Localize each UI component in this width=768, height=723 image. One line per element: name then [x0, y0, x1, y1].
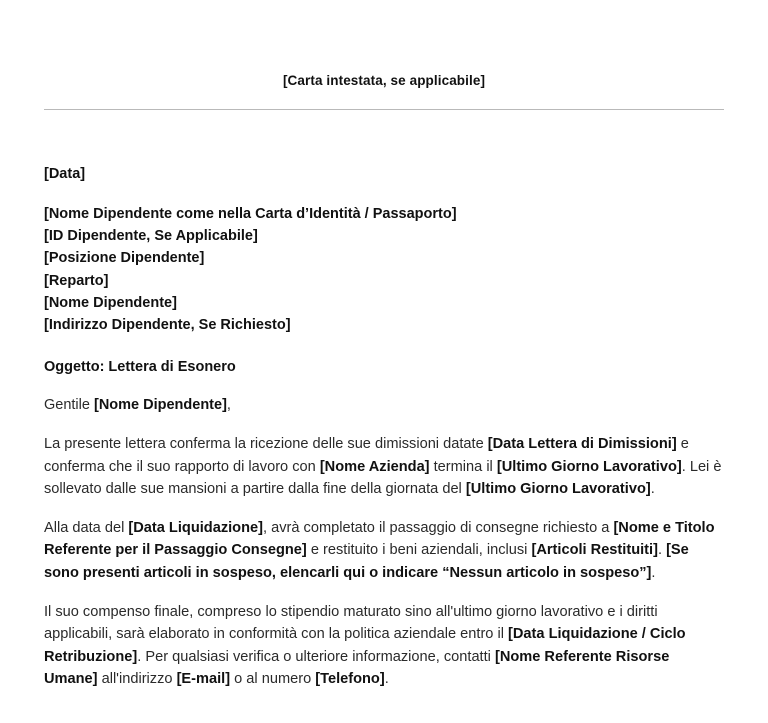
p2-pending-items-instruction: [Se sono presenti articoli in sospeso, elencarli qui o indicare “Nessun articolo in sospeso”] [44, 542, 689, 581]
p2-seg-9: . [651, 564, 656, 581]
p1-company-name-placeholder: [Nome Azienda] [319, 458, 430, 475]
p1-seg-5: termina il [429, 458, 497, 475]
salutation-comma: , [226, 397, 231, 414]
salutation-greeting: Gentile [44, 397, 94, 414]
salutation-name-placeholder: [Nome Dipendente] [93, 397, 227, 414]
p2-returned-items-placeholder: [Articoli Restituiti] [531, 542, 658, 559]
p1-seg-1: La presente lettera conferma la ricezione delle sue dimissioni datate [44, 436, 488, 453]
salutation [44, 395, 724, 416]
recipient-line-department: [Reparto] [44, 272, 109, 289]
p3-seg-9: . [384, 670, 389, 687]
p2-settlement-date-placeholder: [Data Liquidazione] [128, 520, 263, 537]
p3-email-placeholder: [E-mail] [176, 670, 231, 687]
p2-seg-1: Alla data del [44, 520, 129, 537]
p1-last-working-day-placeholder: [Ultimo Giorno Lavorativo] [496, 458, 682, 475]
p3-seg-3: . Per qualsiasi verifica o ulteriore informazione, contatti [137, 648, 495, 665]
paragraph-resignation-confirmation [44, 433, 724, 500]
p2-seg-3: , avrà completato il passaggio di consegne richiesto a [262, 520, 614, 537]
letterhead-placeholder: [Carta intestata, se applicabile] [282, 73, 486, 88]
subject-line: Oggetto: Lettera di Esonero [44, 359, 236, 376]
recipient-line-position: [Posizione Dipendente] [44, 250, 205, 267]
p3-phone-placeholder: [Telefono] [315, 670, 385, 687]
p3-hr-contact-placeholder: [Nome Referente Risorse Umane] [44, 648, 670, 687]
p3-payout-cycle-placeholder: [Data Liquidazione / Ciclo Retribuzione] [44, 626, 686, 665]
p1-seg-7: . Lei è sollevato dalle sue mansioni a partire dalla fine della giornata del [44, 458, 722, 497]
p2-seg-5: e restituito i beni aziendali, inclusi [306, 542, 532, 559]
paragraph-final-compensation [44, 601, 724, 690]
recipient-address-block [44, 203, 724, 336]
recipient-line-name: [Nome Dipendente come nella Carta d’Identità / Passaporto] [44, 206, 457, 222]
letter-body [44, 110, 724, 690]
recipient-line-id: [ID Dipendente, Se Applicabile] [44, 228, 258, 245]
p1-seg-9: . [650, 480, 655, 497]
p3-seg-7: o al numero [230, 670, 316, 687]
p1-seg-3: e conferma che il suo rapporto di lavoro con [44, 436, 689, 475]
p1-last-working-day-placeholder-2: [Ultimo Giorno Lavorativo] [465, 480, 651, 497]
p2-handover-contact-placeholder: [Nome e Titolo Referente per il Passaggio Consegne] [44, 520, 715, 559]
p2-seg-7: . [657, 542, 667, 559]
p3-seg-1: Il suo compenso finale, compreso lo stipendio maturato sino all'ultimo giorno lavorativo e i diritti applicabili, sarà elaborato in conformità con la politica aziendale entro il [44, 604, 658, 643]
p1-resignation-date-placeholder: [Data Lettera di Dimissioni] [487, 436, 677, 453]
p3-seg-5: all'indirizzo [97, 670, 177, 687]
paragraph-handover-and-assets [44, 517, 724, 584]
recipient-line-address: [Indirizzo Dipendente, Se Richiesto] [44, 317, 291, 334]
date-placeholder: [Data] [44, 166, 86, 182]
recipient-line-employee-name: [Nome Dipendente] [44, 294, 177, 311]
